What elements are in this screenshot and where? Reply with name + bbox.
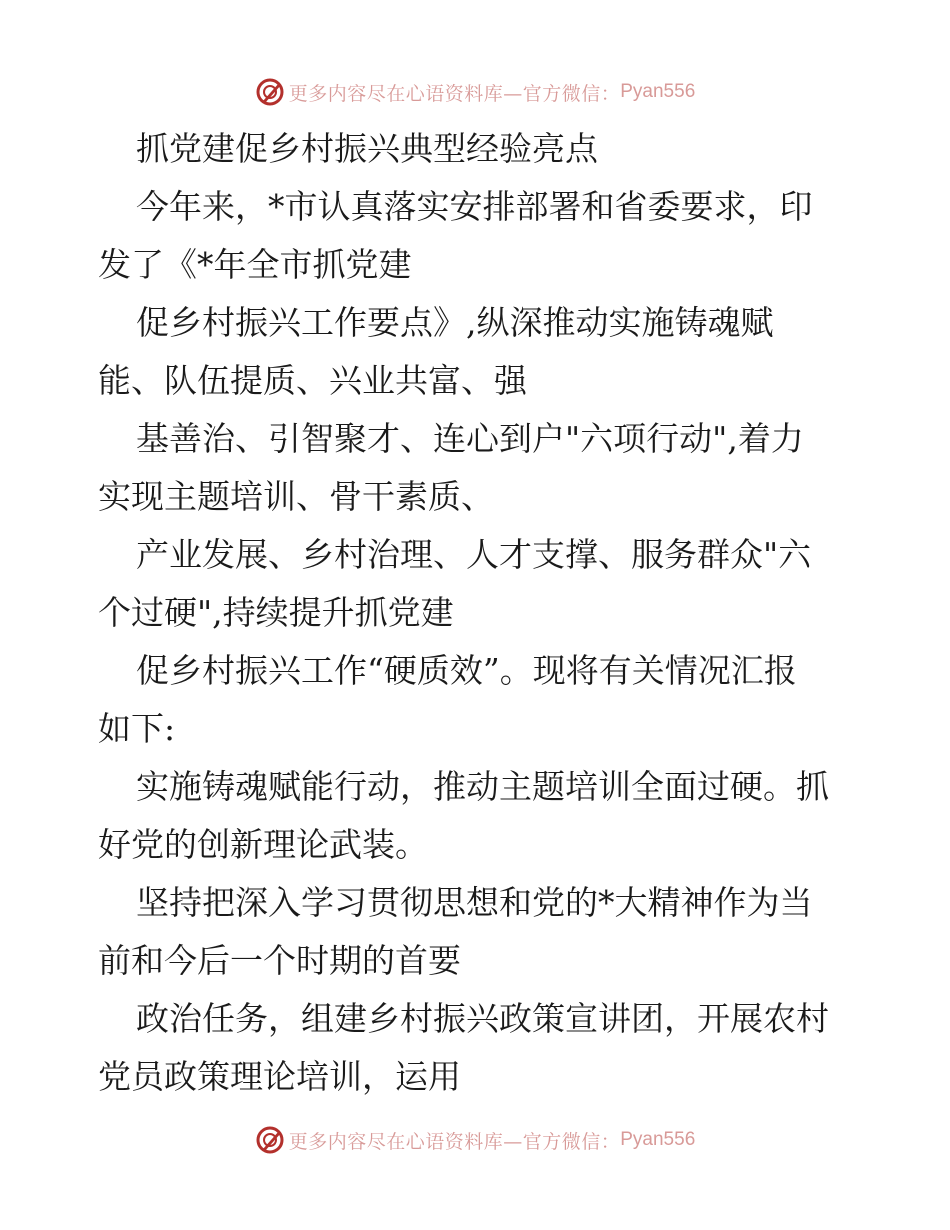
text-line: 个过硬",持续提升抓党建 — [98, 593, 454, 632]
text-line: 前和今后一个时期的首要 — [98, 941, 461, 980]
text-line: 政治任务，组建乡村振兴政策宣讲团，开展农村 — [136, 999, 829, 1038]
text-line: 实施铸魂赋能行动，推动主题培训全面过硬。抓 — [136, 767, 829, 806]
text-line: 如下: — [98, 709, 176, 748]
text-line: 能、队伍提质、兴业共富、强 — [98, 361, 527, 400]
watermark-footer — [0, 1120, 950, 1160]
text-line: 党员政策理论培训，运用 — [98, 1057, 461, 1096]
watermark-id: Pyan556 — [620, 81, 696, 102]
document-title: 抓党建促乡村振兴典型经验亮点 — [136, 129, 598, 168]
text-line: 发了《*年全市抓党建 — [98, 245, 412, 284]
text-line: 坚持把深入学习贯彻思想和党的*大精神作为当 — [136, 883, 813, 922]
pen-logo-icon — [255, 77, 285, 107]
text-line: 基善治、引智聚才、连心到户"六项行动",着力 — [136, 419, 804, 458]
text-line: 实现主题培训、骨干素质、 — [98, 477, 494, 516]
document-body — [98, 120, 858, 1106]
pen-logo-icon — [255, 1125, 285, 1155]
text-line: 产业发展、乡村治理、人才支撑、服务群众"六 — [136, 535, 812, 574]
watermark-id: Pyan556 — [620, 1129, 696, 1150]
text-line: 促乡村振兴工作“硬质效”。现将有关情况汇报 — [136, 651, 797, 690]
watermark-header — [0, 72, 950, 112]
text-line: 好党的创新理论武装。 — [98, 825, 428, 864]
text-line: 促乡村振兴工作要点》,纵深推动实施铸魂赋 — [136, 303, 774, 342]
watermark-text: 更多内容尽在心语资料库—官方微信： — [288, 82, 621, 105]
text-line: 今年来，*市认真落实安排部署和省委要求，印 — [136, 187, 813, 226]
watermark-text: 更多内容尽在心语资料库—官方微信： — [288, 1130, 621, 1153]
